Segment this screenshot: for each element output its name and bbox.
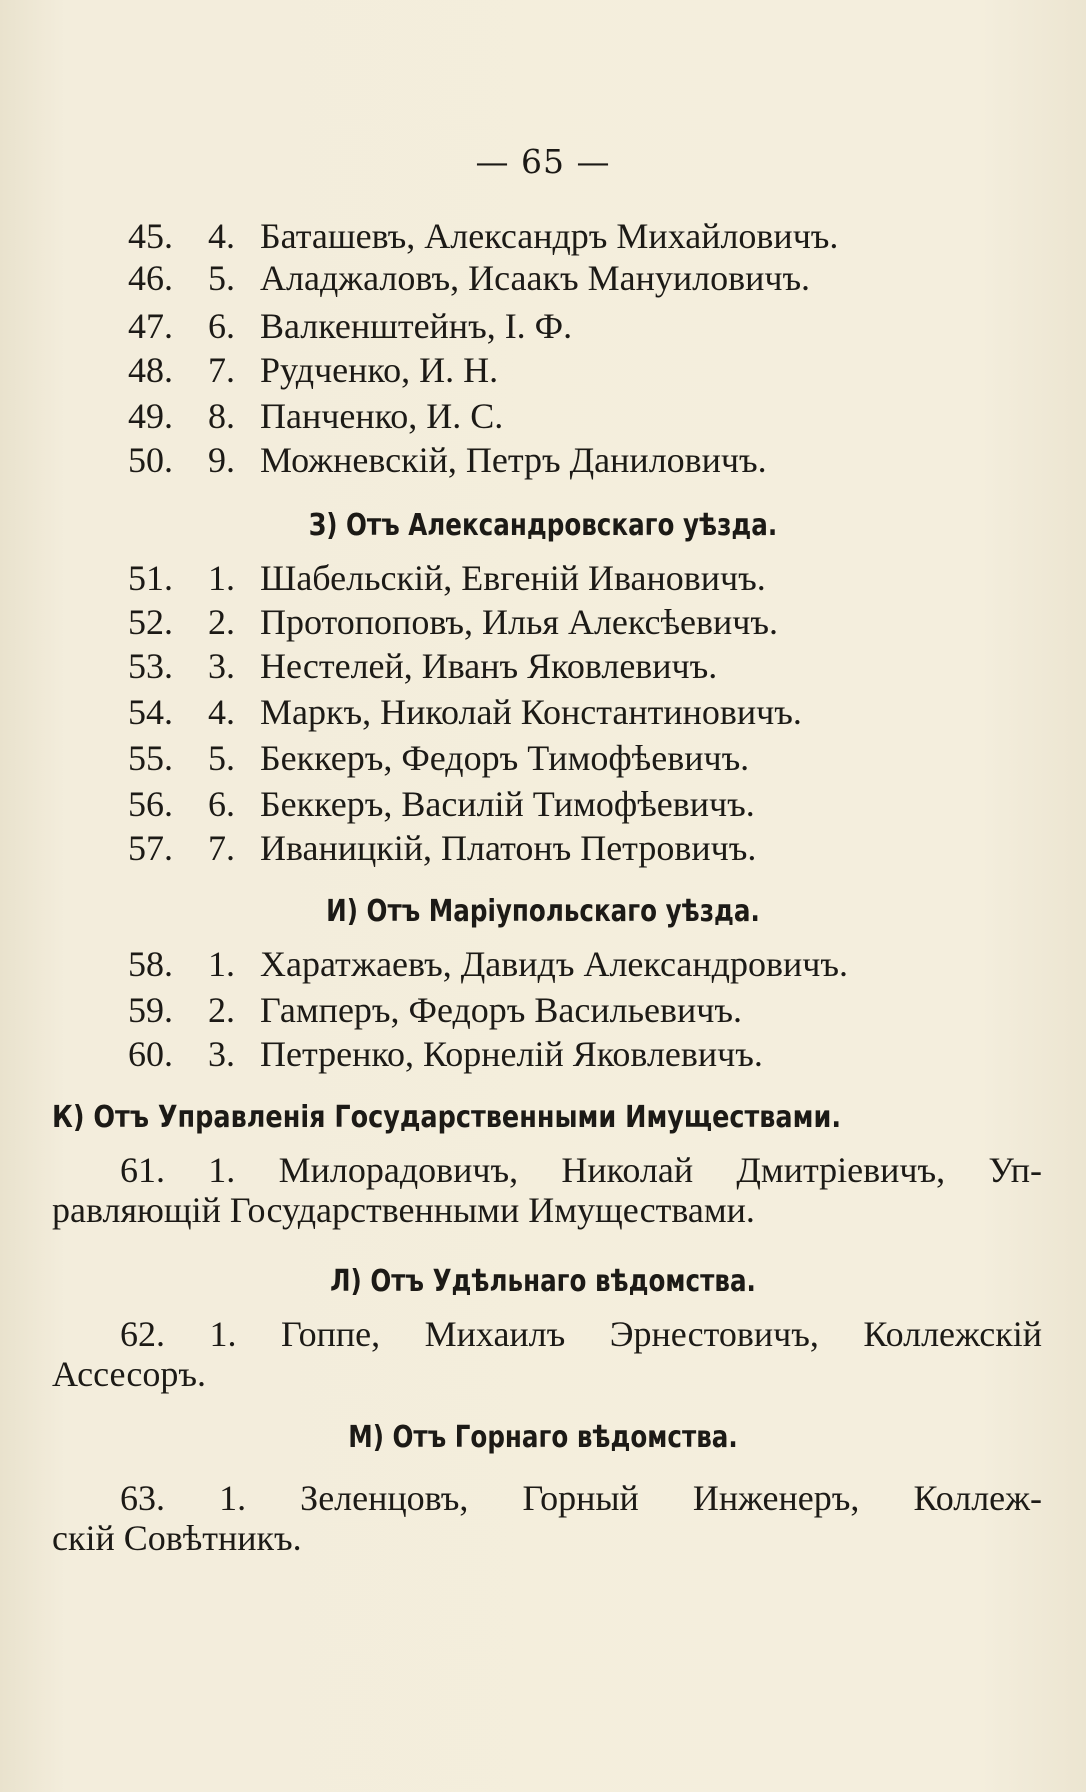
entry-name: Протопоповъ, Илья Алексѣевичъ.	[260, 602, 778, 642]
entry-name: Петренко, Корнелій Яковлевичъ.	[260, 1034, 763, 1074]
entry-number: 48.	[128, 350, 173, 390]
entry-first-line: 63. 1. Зеленцовъ, Горный Инженеръ, Коллеж-	[120, 1478, 1042, 1518]
entry-name: Маркъ, Николай Константиновичъ.	[260, 692, 802, 732]
entry-number: 53.	[128, 646, 173, 686]
section-heading: З) Отъ Александровскаго уѣзда.	[308, 508, 778, 543]
entry-name: Шабельскій, Евгеній Ивановичъ.	[260, 558, 766, 598]
entry-sub-number: 2.	[208, 602, 235, 642]
entry-name: Можневскій, Петръ Даниловичъ.	[260, 440, 767, 480]
entry-sub-number: 3.	[208, 1034, 235, 1074]
entry-name: Панченко, И. С.	[260, 396, 504, 436]
entry-sub-number: 5.	[208, 738, 235, 778]
entry-name: Харатжаевъ, Давидъ Александровичъ.	[260, 944, 848, 984]
entry-sub-number: 1.	[208, 558, 235, 598]
entry-continuation: скій Совѣтникъ.	[52, 1518, 302, 1558]
entry-number: 54.	[128, 692, 173, 732]
entry-number: 56.	[128, 784, 173, 824]
page-number: — 65 —	[475, 142, 611, 181]
entry-name: Баташевъ, Александръ Михайловичъ.	[260, 216, 839, 256]
section-heading: Л) Отъ Удѣльнаго вѣдомства.	[330, 1264, 756, 1299]
entry-sub-number: 6.	[208, 306, 235, 346]
entry-sub-number: 1.	[208, 944, 235, 984]
entry-name: Беккеръ, Федоръ Тимофѣевичъ.	[260, 738, 750, 778]
entry-sub-number: 4.	[208, 692, 235, 732]
entry-number: 50.	[128, 440, 173, 480]
entry-name: Беккеръ, Василій Тимофѣевичъ.	[260, 784, 755, 824]
section-heading: К) Отъ Управленія Государственными Имуществами.	[52, 1100, 842, 1135]
entry-continuation: равляющій Государственными Имуществами.	[52, 1190, 755, 1230]
entry-sub-number: 8.	[208, 396, 235, 436]
entry-name: Аладжаловъ, Исаакъ Мануиловичъ.	[260, 258, 811, 298]
entry-sub-number: 7.	[208, 350, 235, 390]
entry-number: 55.	[128, 738, 173, 778]
entry-paragraph	[52, 1314, 1042, 1394]
entry-number: 51.	[128, 558, 173, 598]
entry-sub-number: 9.	[208, 440, 235, 480]
entry-first-line: 61. 1. Милорадовичъ, Николай Дмитріевичъ, Уп-	[120, 1150, 1042, 1190]
entry-name: Гамперъ, Федоръ Васильевичъ.	[260, 990, 742, 1030]
entry-paragraph	[52, 1150, 1042, 1230]
section-heading: И) Отъ Маріупольскаго уѣзда.	[326, 894, 760, 929]
entry-number: 52.	[128, 602, 173, 642]
entry-sub-number: 3.	[208, 646, 235, 686]
entry-number: 60.	[128, 1034, 173, 1074]
entry-number: 49.	[128, 396, 173, 436]
entry-number: 45.	[128, 216, 173, 256]
entry-sub-number: 7.	[208, 828, 235, 868]
entry-number: 57.	[128, 828, 173, 868]
section-heading: М) Отъ Горнаго вѣдомства.	[348, 1420, 738, 1455]
entry-number: 59.	[128, 990, 173, 1030]
entry-first-line: 62. 1. Гоппе, Михаилъ Эрнестовичъ, Коллежскій	[120, 1314, 1042, 1354]
entry-name: Рудченко, И. Н.	[260, 350, 499, 390]
entry-name: Валкенштейнъ, І. Ф.	[260, 306, 573, 346]
entry-number: 58.	[128, 944, 173, 984]
entry-name: Иваницкій, Платонъ Петровичъ.	[260, 828, 757, 868]
entry-number: 47.	[128, 306, 173, 346]
entry-sub-number: 2.	[208, 990, 235, 1030]
entry-sub-number: 4.	[208, 216, 235, 256]
entry-sub-number: 5.	[208, 258, 235, 298]
entry-name: Нестелей, Иванъ Яковлевичъ.	[260, 646, 718, 686]
entry-paragraph	[52, 1478, 1042, 1558]
entry-continuation: Ассесоръ.	[52, 1354, 206, 1394]
entry-sub-number: 6.	[208, 784, 235, 824]
entry-number: 46.	[128, 258, 173, 298]
